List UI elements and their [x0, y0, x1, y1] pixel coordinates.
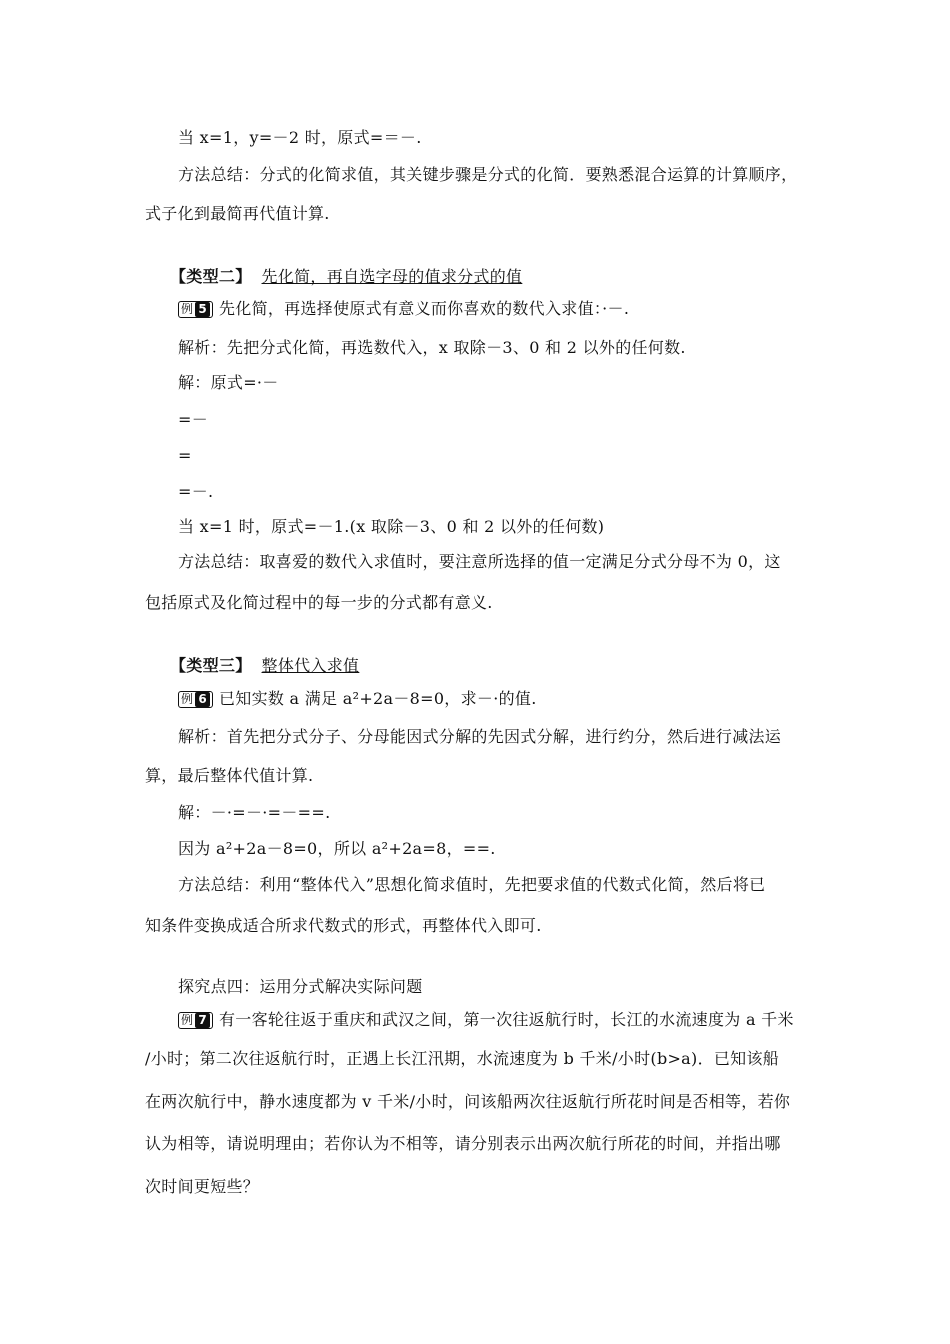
method-summary: 方法总结：取喜爱的数代入求值时，要注意所选择的值一定满足分式分母不为 0，这	[178, 552, 781, 571]
text-line: 算，最后整体代值计算.	[145, 766, 314, 785]
example-5-badge: 例 5	[178, 301, 213, 318]
example-5	[178, 298, 629, 320]
text-line: 因为 a²+2a－8=0，所以 a²+2a=8，==.	[178, 839, 496, 858]
type3-title: 整体代入求值	[261, 656, 360, 675]
type3-heading	[170, 655, 359, 677]
equation-line: =－.	[178, 482, 214, 501]
text-line: 包括原式及化简过程中的每一步的分式都有意义.	[145, 593, 493, 612]
type2-title: 先化简，再自选字母的值求分式的值	[261, 267, 523, 286]
text-line: 式子化到最简再代值计算.	[145, 204, 330, 223]
example-7-text: 有一客轮往返于重庆和武汉之间，第一次往返航行时，长江的水流速度为 a 千米	[218, 1010, 794, 1029]
type2-label: 【类型二】	[170, 267, 252, 286]
method-summary: 方法总结：分式的化简求值，其关键步骤是分式的化简．要熟悉混合运算的计算顺序，	[178, 165, 798, 184]
text-line: 知条件变换成适合所求代数式的形式，再整体代入即可.	[145, 916, 542, 935]
method-summary: 方法总结：利用“整体代入”思想化简求值时，先把要求值的代数式化简，然后将已	[178, 875, 766, 894]
text-line: 当 x=1，y=－2 时，原式=＝－.	[178, 128, 422, 147]
analysis-line: 解析：先把分式化简，再选数代入，x 取除－3、0 和 2 以外的任何数.	[178, 338, 686, 357]
equation-line: =	[178, 446, 192, 465]
text-line: 在两次航行中，静水速度都为 v 千米/小时，问该船两次往返航行所花时间是否相等，若你	[145, 1092, 791, 1111]
example-7	[178, 1009, 794, 1031]
type2-heading	[170, 266, 522, 288]
equation-line: =－	[178, 410, 209, 429]
text-line: 认为相等，请说明理由；若你认为不相等，请分别表示出两次航行所花的时间，并指出哪	[145, 1134, 781, 1153]
example-6-badge: 例 6	[178, 691, 213, 708]
solution-line: 解：原式=·－	[178, 373, 279, 392]
text-line: 次时间更短些？	[145, 1177, 260, 1196]
section-heading: 探究点四：运用分式解决实际问题	[178, 977, 423, 996]
example-7-badge: 例 7	[178, 1012, 213, 1029]
analysis-line: 解析：首先把分式分子、分母能因式分解的先因式分解，进行约分，然后进行减法运	[178, 727, 782, 746]
type3-label: 【类型三】	[170, 656, 252, 675]
solution-line: 解：－·=－·=－==.	[178, 803, 331, 822]
example-6-text: 已知实数 a 满足 a²+2a－8=0，求－·的值.	[218, 689, 537, 708]
text-line: /小时；第二次往返航行时，正遇上长江汛期，水流速度为 b 千米/小时(b>a)．已知该船	[145, 1049, 780, 1068]
example-6	[178, 688, 537, 710]
text-line: 当 x=1 时，原式=－1.(x 取除－3、0 和 2 以外的任何数)	[178, 517, 605, 536]
example-5-text: 先化简，再选择使原式有意义而你喜欢的数代入求值：·－.	[218, 299, 630, 318]
